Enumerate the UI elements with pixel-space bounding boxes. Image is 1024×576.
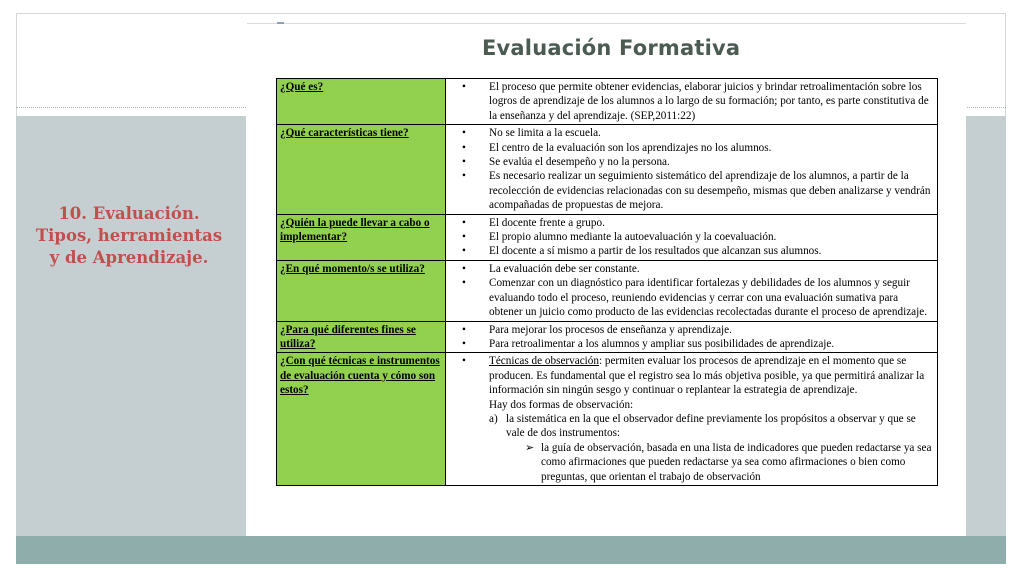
bullet-item: • El proceso que permite obtener evidencias, elaborar juicios y brindar retroalimentación sobre los logros de aprendizaje de los alumnos a lo largo de su formación; por tanto, es parte constitutiva de la enseñanza y del aprendizaje. (SEP,2011:22) — [489, 80, 934, 123]
bullet-item: • Comenzar con un diagnóstico para identificar fortalezas y debilidades de los alumnos y seguir evaluando todo el proceso, reuniendo evidencias y cerrar con una evaluación sumativa para obtener un juicio como producto de las evidencias recolectadas durante el proceso de aprendizaje. — [489, 276, 934, 319]
question-cell: ¿Qué es? — [277, 79, 446, 125]
question-cell: ¿Qué características tiene? — [277, 125, 446, 214]
observation-techniques-text: : permiten evaluar los procesos de aprendizaje en el momento que se producen. Es fundamental que el registro sea lo más objetiva posible, ya que permitirá analizar la información sin ningún sesgo y continuar o replantear la estrategia de aprendizaje. — [489, 355, 925, 397]
sidebar-title-line: y de Aprendizaje. — [49, 248, 209, 267]
answer-cell — [446, 321, 938, 353]
bullet-item: • Se evalúa el desempeño y no la persona. — [489, 155, 934, 169]
answer-cell — [446, 260, 938, 321]
sidebar-title — [20, 203, 238, 269]
question-cell: ¿Para qué diferentes fines se utiliza? — [277, 321, 446, 353]
bullet-item: • Para retroalimentar a los alumnos y ampliar sus posibilidades de aprendizaje. — [489, 337, 934, 351]
bullet-item: • El centro de la evaluación son los aprendizajes no los alumnos. — [489, 141, 934, 155]
table-row — [277, 353, 938, 486]
form-a-marker: a) — [489, 412, 498, 425]
table-row — [277, 79, 938, 125]
bullet-item: • El docente a sí mismo a partir de los resultados que alcanzan sus alumnos. — [489, 244, 934, 258]
document-top-rule — [247, 23, 966, 24]
table-row — [277, 321, 938, 353]
table-row — [277, 260, 938, 321]
guide-text: la guía de observación, basada en una lista de indicadores que pueden redactarse ya sea como afirmaciones que pueden redactarse ya sea como afirmaciones o bien como preguntas, que orientan el trabajo de observación — [541, 441, 932, 483]
forms-intro: Hay dos formas de observación: — [489, 398, 634, 411]
bullet-item: • No se limita a la escuela. — [489, 126, 934, 140]
guide-item — [449, 441, 934, 484]
table-row — [277, 125, 938, 214]
answer-cell — [446, 353, 938, 486]
table-row — [277, 214, 938, 260]
arrow-bullet-icon — [525, 441, 534, 455]
document-top-mark — [277, 22, 284, 24]
answer-cell — [446, 79, 938, 125]
bullet-item: • El docente frente a grupo. — [489, 216, 934, 230]
bullet-item: • Es necesario realizar un seguimiento sistemático del aprendizaje de los alumnos, a partir de la recolección de evidencias relacionadas con su desempeño, mismas que deben analizarse y vendrán acompañadas de propuestas de mejora. — [489, 169, 934, 212]
right-band — [966, 116, 1006, 536]
answer-cell — [446, 214, 938, 260]
document-title: Evaluación Formativa — [482, 36, 741, 60]
evaluation-table — [276, 78, 938, 486]
bullet-item: • Para mejorar los procesos de enseñanza y aprendizaje. — [489, 323, 934, 337]
left-band — [16, 116, 246, 536]
bullet-item — [489, 354, 934, 397]
footer-bar — [16, 536, 1006, 564]
form-a-text: la sistemática en la que el observador define previamente los propósitos a observar y que se vale de dos instrumentos: — [506, 412, 916, 440]
bullet-item: • La evaluación debe ser constante. — [489, 262, 934, 276]
form-a-item — [449, 412, 934, 441]
bullet-item: • El propio alumno mediante la autoevaluación y la coevaluación. — [489, 230, 934, 244]
question-cell: ¿En qué momento/s se utiliza? — [277, 260, 446, 321]
observation-techniques-label: Técnicas de observación — [489, 355, 599, 368]
sidebar-title-line: Tipos, herramientas — [35, 226, 223, 245]
question-cell: ¿Quién la puede llevar a cabo o implementar? — [277, 214, 446, 260]
question-cell: ¿Con qué técnicas e instrumentos de evaluación cuenta y cómo son estos? — [277, 353, 446, 486]
answer-cell — [446, 125, 938, 214]
sidebar-title-line: 10. Evaluación. — [58, 204, 200, 223]
